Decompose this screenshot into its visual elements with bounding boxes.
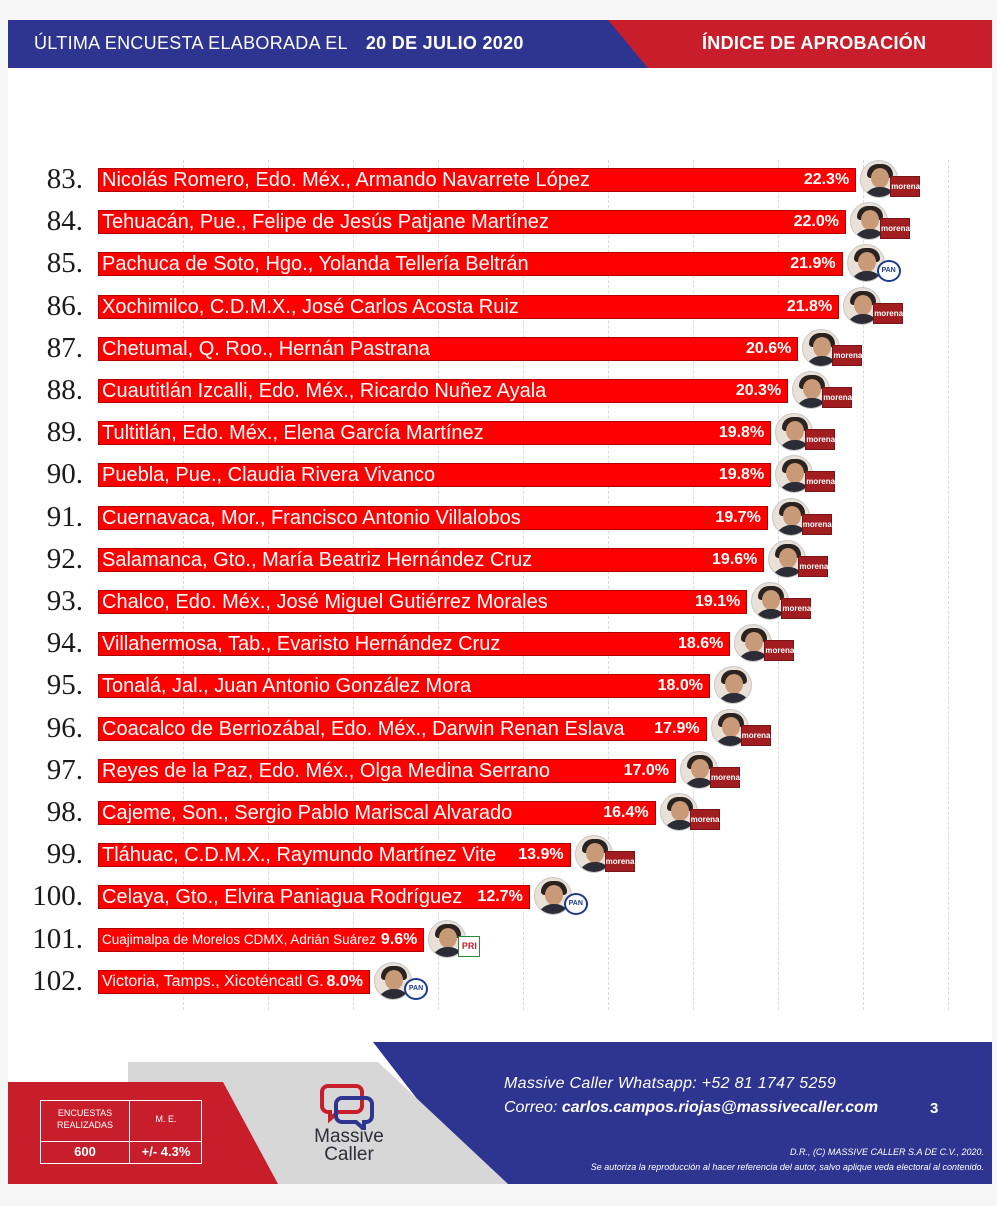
approval-bar [98,928,424,952]
rank-label: 88. [46,374,83,406]
bar-value-label: 19.1% [695,593,741,610]
party-morena-logo: morena [822,387,852,408]
bar-value-label: 18.6% [678,635,724,653]
party-morena-logo: morena [764,640,794,661]
rank-label: 92. [46,542,83,575]
rank-label: 84. [46,205,83,238]
rank-label: 102. [32,964,83,997]
approval-bar [98,885,530,909]
gridline [353,160,354,1010]
rank-label: 85. [46,247,83,280]
bar-category-label: Tultitlán, Edo. Méx., Elena García Martínez [102,422,484,445]
approval-bar [98,632,730,656]
bar-category-label: Xochimilco, C.D.M.X., José Carlos Acosta Ruiz [102,295,519,318]
bar-value-label: 18.0% [657,677,703,695]
bar-category-label: Chetumal, Q. Roo., Hernán Pastrana [102,337,430,360]
bar-value-label: 21.9% [790,255,836,273]
survey-label: ÚLTIMA ENCUESTA ELABORADA EL [34,33,348,53]
email-address[interactable]: carlos.campos.riojas@massivecaller.com [561,1099,879,1116]
bar-category-label: Celaya, Gto., Elvira Paniagua Rodríguez [102,886,463,909]
gridline [268,160,269,1010]
bar-category-label: Chalco, Edo. Méx., José Miguel Gutiérrez Morales [102,591,548,613]
gridline [438,160,439,1010]
bar-value-label: 12.7% [477,888,523,906]
bar-category-label: Salamanca, Gto., María Beatriz Hernández Cruz [102,548,533,571]
approval-bar [98,759,676,783]
email-contact [504,1099,878,1117]
bar-value-label: 13.9% [518,846,564,864]
approval-bar-chart [8,20,992,1030]
party-morena-logo: morena [605,851,635,872]
bar-value-label: 20.6% [746,339,792,357]
report-title: ÍNDICE DE APROBACIÓN [702,33,927,53]
approval-bar [98,843,571,867]
rank-label: 101. [32,922,83,955]
stats-divider-h [41,1141,201,1142]
party-morena-logo: morena [690,809,720,830]
bar-value-label: 22.3% [803,171,850,188]
rank-label: 89. [46,416,83,449]
bar-value-label: 19.7% [715,508,761,526]
bar-value-label: 19.6% [712,550,758,568]
gridline [523,160,524,1010]
party-pri-logo: PRI [458,936,480,957]
party-morena-logo: morena [890,176,920,197]
bar-category-label: Coacalco de Berriozábal, Edo. Méx., Darwin Renan Eslava [102,717,625,740]
bar-value-label: 22.0% [793,213,839,231]
reproduction-notice: Se autoriza la reproducción al hacer referencia del autor, salvo aplique veda electoral al contenido. [590,1162,984,1172]
party-morena-logo: morena [873,303,903,324]
bar-category-label: Puebla, Pue., Claudia Rivera Vivanco [102,464,436,487]
bar-category-label: Cuernavaca, Mor., Francisco Antonio Villalobos [102,506,521,529]
page-number: 3 [930,1100,939,1117]
rank-label: 97. [46,753,83,786]
approval-bar [98,421,771,445]
party-morena-logo: morena [710,767,740,788]
bar-category-label: Cuautitlán Izcalli, Edo. Méx., Ricardo Nuñez Ayala [102,380,547,402]
bar-category-label: Reyes de la Paz, Edo. Méx., Olga Medina Serrano [102,759,551,782]
approval-bar [98,801,656,825]
gridline [693,160,694,1010]
approval-bar [98,590,747,614]
approval-bar [98,168,856,192]
party-pan-logo: PAN [564,893,588,915]
party-morena-logo: morena [805,471,835,492]
candidate-photo [714,666,752,704]
party-morena-logo: morena [880,218,910,239]
margin-error-label: M. E. [155,1114,177,1124]
rank-label: 86. [46,289,83,322]
surveys-value: 600 [74,1144,96,1159]
party-morena-logo: morena [741,725,771,746]
rank-label: 93. [46,585,83,617]
whatsapp-contact: Massive Caller Whatsapp: +52 81 1747 5259 [504,1075,837,1092]
party-pan-logo: PAN [877,260,901,282]
rank-label: 90. [46,458,83,491]
bar-category-label: Tonalá, Jal., Juan Antonio González Mora [102,675,472,698]
approval-bar [98,463,771,487]
logo-word-1: Massive [314,1126,384,1147]
bar-category-label: Cuajimalpa de Morelos CDMX, Adrián Suárez [102,931,376,947]
bar-value-label: 19.8% [718,466,765,484]
party-morena-logo: morena [805,429,835,450]
party-morena-logo: morena [798,556,828,577]
approval-bar [98,210,846,234]
bar-category-label: Nicolás Romero, Edo. Méx., Armando Navarrete López [102,169,590,191]
survey-date: 20 DE JULIO 2020 [365,33,524,53]
rank-label: 83. [46,163,83,195]
bar-value-label: 19.8% [718,424,765,442]
approval-bar [98,379,788,403]
approval-bar [98,506,768,530]
logo-word-2: Caller [324,1144,374,1165]
approval-bar [98,970,370,994]
bar-value-label: 21.8% [786,297,833,315]
approval-bar [98,548,764,572]
survey-stats-box [40,1100,202,1164]
bar-category-label: Tláhuac, C.D.M.X., Raymundo Martínez Vite [102,844,497,867]
rank-label: 91. [46,500,83,533]
bar-category-label: Tehuacán, Pue., Felipe de Jesús Patjane Martínez [102,211,549,234]
report-page [8,20,992,1184]
approval-bar [98,674,710,698]
bar-value-label: 9.6% [380,930,418,948]
approval-bar [98,252,843,276]
rank-label: 100. [32,880,83,913]
massive-caller-logo-icon [320,1082,376,1130]
gridline [948,160,949,1010]
party-morena-logo: morena [802,514,832,535]
party-morena-logo: morena [832,345,862,366]
stats-divider-v [129,1101,130,1163]
surveys-label: ENCUESTAS REALIZADAS [56,1108,114,1130]
bar-value-label: 20.3% [735,382,782,399]
bar-value-label: 16.4% [603,804,649,821]
approval-bar [98,295,839,319]
rank-label: 95. [46,669,83,702]
margin-error-value: +/- 4.3% [141,1144,191,1159]
bar-category-label: Pachuca de Soto, Hgo., Yolanda Tellería Beltrán [102,253,529,276]
logo-wordmark [304,1128,394,1164]
party-pan-logo: PAN [404,978,428,1000]
email-label: Correo: [504,1099,558,1116]
bar-category-label: Victoria, Tamps., Xicoténcatl G. [102,972,324,990]
bar-category-label: Cajeme, Son., Sergio Pablo Mariscal Alvarado [102,802,513,824]
bar-value-label: 17.9% [654,719,700,737]
gridline [183,160,184,1010]
bar-value-label: 17.0% [623,761,669,779]
rank-label: 94. [46,627,83,660]
gridline [608,160,609,1010]
rank-label: 96. [46,711,83,744]
approval-bar [98,337,798,361]
party-morena-logo: morena [781,598,811,619]
rank-label: 99. [46,838,83,871]
rank-label: 87. [46,331,83,364]
bar-category-label: Villahermosa, Tab., Evaristo Hernández Cruz [102,633,501,656]
copyright-notice: D.R., (C) MASSIVE CALLER S.A DE C.V., 2020. [789,1147,984,1157]
rank-label: 98. [46,796,83,828]
approval-bar [98,717,707,741]
bar-value-label: 8.0% [326,972,363,990]
